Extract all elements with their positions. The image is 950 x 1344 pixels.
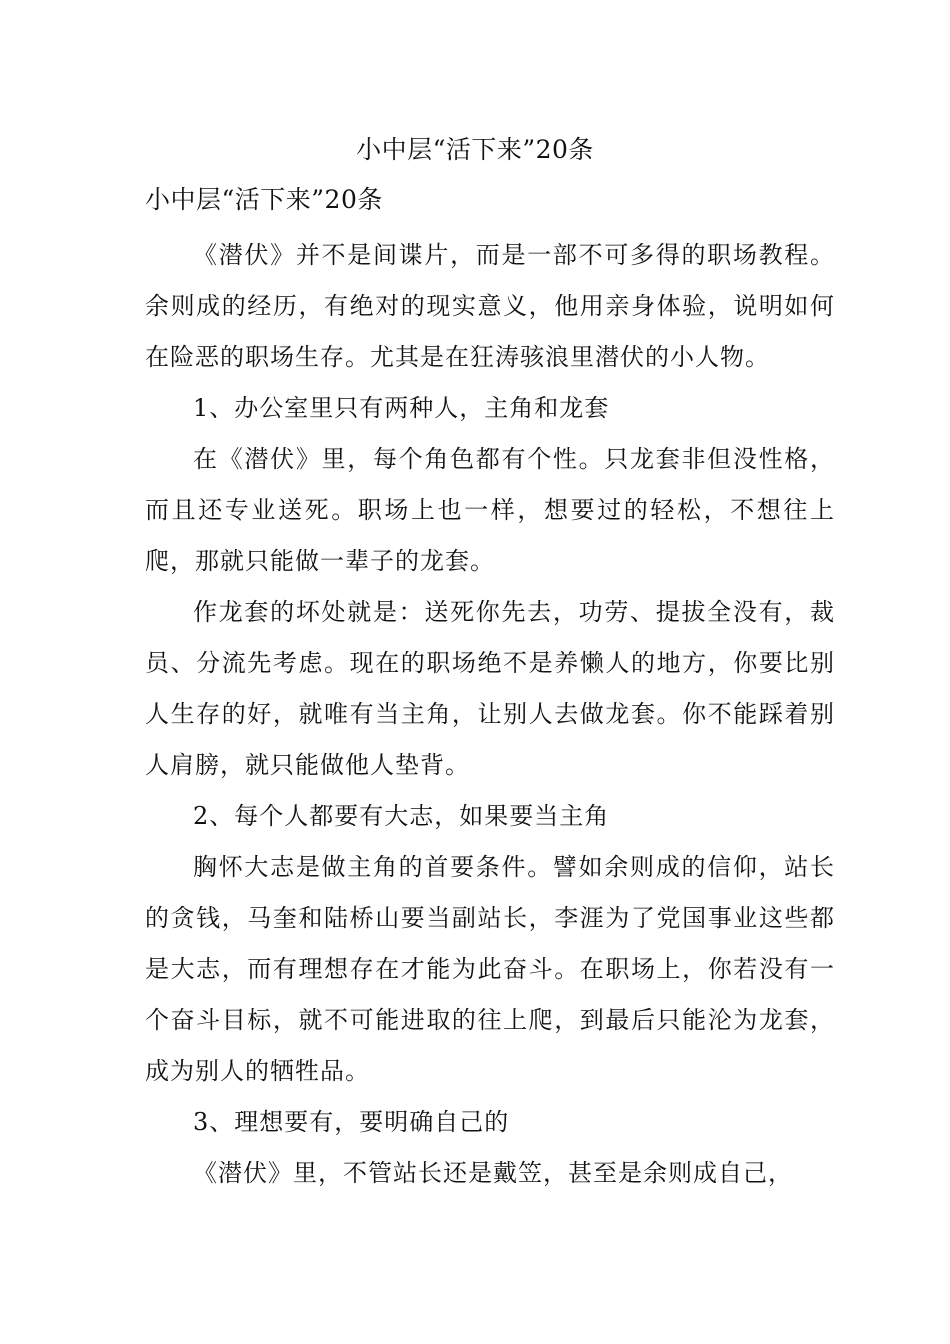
- paragraph-2a: 胸怀大志是做主角的首要条件。譬如余则成的信仰，站长的贪钱，马奎和陆桥山要当副站长，李涯为了党国事业这些都是大志，而有理想存在才能为此奋斗。在职场上，你若没有一个奋斗目标，就不可能进取的往上爬，到最后只能沦为龙套，成为别人的牺牲品。: [145, 853, 835, 1085]
- section-heading-1: 1、办公室里只有两种人，主角和龙套: [193, 394, 610, 422]
- section-heading-2: 2、每个人都要有大志，如果要当主角: [193, 802, 610, 830]
- document-subtitle: 小中层“活下来”20条: [145, 185, 383, 214]
- paragraph-1b: 作龙套的坏处就是：送死你先去，功劳、提拔全没有，裁员、分流先考虑。现在的职场绝不是养懒人的地方，你要比别人生存的好，就唯有当主角，让别人去做龙套。你不能踩着别人肩膀，就只能做他人垫背。: [145, 598, 835, 779]
- paragraph-3a: 《潜伏》里，不管站长还是戴笠，甚至是余则成自己，: [193, 1159, 793, 1187]
- paragraph-intro: 《潜伏》并不是间谍片，而是一部不可多得的职场教程。余则成的经历，有绝对的现实意义，他用亲身体验，说明如何在险恶的职场生存。尤其是在狂涛骇浪里潜伏的小人物。: [145, 241, 835, 371]
- paragraph-1a: 在《潜伏》里，每个角色都有个性。只龙套非但没性格，而且还专业送死。职场上也一样，想要过的轻松，不想往上爬，那就只能做一辈子的龙套。: [145, 445, 835, 575]
- document-title: 小中层“活下来”20条: [356, 135, 594, 164]
- section-heading-3: 3、理想要有，要明确自己的: [193, 1108, 510, 1136]
- document-body: [145, 230, 835, 1199]
